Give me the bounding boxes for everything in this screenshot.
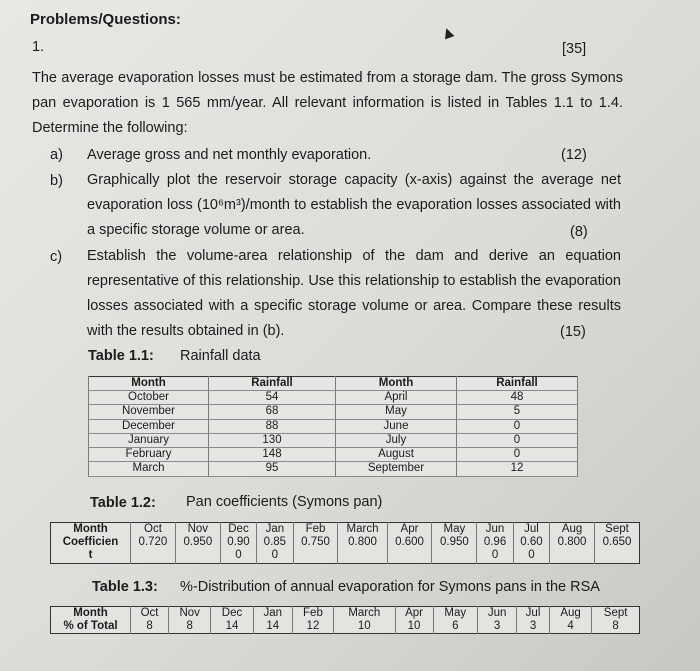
table-row <box>51 620 640 634</box>
table-header: Month <box>73 523 108 535</box>
part-marks: (12) <box>561 147 587 163</box>
table-row <box>89 433 578 447</box>
table-row <box>89 405 578 419</box>
table-row <box>89 448 578 462</box>
table-cell: December <box>89 419 209 433</box>
table-label: Table 1.2: <box>90 495 156 511</box>
table-cell: 14 <box>211 620 253 634</box>
table-cell: Jan <box>257 523 293 537</box>
table-cell: 14 <box>253 620 292 634</box>
table-header-row <box>89 377 578 391</box>
table-row <box>89 419 578 433</box>
table-caption: Rainfall data <box>180 348 261 364</box>
part-text: Average gross and net monthly evaporation. <box>87 147 372 163</box>
table-cell: 6 <box>433 620 477 634</box>
table-cell: 0.60 0 <box>513 536 549 563</box>
table-cell: 0.650 <box>595 536 640 563</box>
table-cell: 0 <box>457 433 578 447</box>
table-cell: July <box>336 433 457 447</box>
question-number: 1. <box>32 39 45 55</box>
table-cell: 12 <box>457 462 578 476</box>
table-label: Table 1.3: <box>92 579 158 595</box>
table-cell: 54 <box>209 391 336 405</box>
table-cell: May <box>336 405 457 419</box>
table-header: Rainfall <box>457 377 578 391</box>
table-cell: Apr <box>387 523 432 537</box>
part-letter: a) <box>50 147 63 163</box>
table-cell: 0.96 0 <box>477 536 513 563</box>
table-cell: Jul <box>513 523 549 537</box>
rainfall-table <box>88 376 578 477</box>
table-caption: Pan coefficients (Symons pan) <box>186 494 383 510</box>
table-cell: Dec <box>211 607 253 621</box>
table-cell: 10 <box>334 620 395 634</box>
table-cell: 10 <box>395 620 433 634</box>
table-row <box>51 536 640 563</box>
table-cell: Feb <box>292 607 333 621</box>
table-cell: March <box>338 523 387 537</box>
table-header: % of Total <box>63 620 118 633</box>
table-cell: 48 <box>457 391 578 405</box>
table-cell: 88 <box>209 419 336 433</box>
table-cell: June <box>336 419 457 433</box>
table-cell: November <box>89 405 209 419</box>
part-text: Graphically plot the reservoir storage capacity (x-axis) against the average net evaporation loss (10⁶m³)/month to establish the evaporation losses associated with a specific storage volume or area. <box>87 172 621 238</box>
table-row <box>51 523 640 537</box>
table-cell: March <box>334 607 395 621</box>
mouse-cursor-icon <box>442 27 455 40</box>
table-cell: Jan <box>253 607 292 621</box>
table-cell: 3 <box>517 620 550 634</box>
table-cell: January <box>89 433 209 447</box>
table-cell: 95 <box>209 462 336 476</box>
table-cell: February <box>89 448 209 462</box>
table-row <box>89 391 578 405</box>
table-row <box>89 462 578 476</box>
table-cell: 0 <box>457 448 578 462</box>
section-heading: Problems/Questions: <box>30 11 181 28</box>
table-cell: Jun <box>478 607 517 621</box>
table-cell: May <box>432 523 477 537</box>
table-cell: 8 <box>592 620 640 634</box>
table-cell: May <box>433 607 477 621</box>
table-cell: 68 <box>209 405 336 419</box>
table-cell: Aug <box>549 607 591 621</box>
table-cell: 0.800 <box>550 536 595 563</box>
table-cell: March <box>89 462 209 476</box>
table-cell: 0.720 <box>131 536 176 563</box>
table-cell: 130 <box>209 433 336 447</box>
table-cell: Dec <box>220 523 256 537</box>
table-cell: Sept <box>595 523 640 537</box>
table-header: Rainfall <box>209 377 336 391</box>
total-marks: [35] <box>562 41 587 57</box>
table-cell: Jun <box>477 523 513 537</box>
table-cell: 8 <box>131 620 169 634</box>
table-cell: 0.750 <box>293 536 338 563</box>
table-cell: Oct <box>131 523 176 537</box>
table-cell: 0.800 <box>338 536 387 563</box>
part-letter: c) <box>50 249 63 265</box>
part-letter: b) <box>50 173 63 189</box>
table-cell: October <box>89 391 209 405</box>
table-cell: 0 <box>457 419 578 433</box>
table-cell: 0.600 <box>387 536 432 563</box>
table-label: Table 1.1: <box>88 348 154 364</box>
part-marks: (15) <box>560 324 586 340</box>
table-cell: 0.85 0 <box>257 536 293 563</box>
table-cell: 0.950 <box>432 536 477 563</box>
evaporation-distribution-table <box>50 606 640 634</box>
part-text: Establish the volume-area relationship of the dam and derive an equation representative of this relationship. Use this relationship to establish the evaporation losses associated with a specific storage volume or area. Compare these results with the results obtained in (b). <box>87 248 621 339</box>
table-cell: 4 <box>549 620 591 634</box>
table-cell: 5 <box>457 405 578 419</box>
table-cell: 0.90 0 <box>220 536 256 563</box>
table-cell: 0.950 <box>175 536 220 563</box>
table-header: Coefficien t <box>62 536 119 562</box>
pan-coefficients-table <box>50 522 640 564</box>
table-cell: April <box>336 391 457 405</box>
table-cell: Oct <box>131 607 169 621</box>
table-cell: Apr <box>395 607 433 621</box>
table-cell: Feb <box>293 523 338 537</box>
table-cell: 148 <box>209 448 336 462</box>
table-cell: Nov <box>175 523 220 537</box>
table-cell: Nov <box>169 607 211 621</box>
table-header: Month <box>73 607 108 619</box>
table-cell: September <box>336 462 457 476</box>
table-caption: %-Distribution of annual evaporation for Symons pans in the RSA <box>180 579 600 595</box>
part-marks: (8) <box>570 224 588 240</box>
table-cell: 12 <box>292 620 333 634</box>
table-cell: August <box>336 448 457 462</box>
table-cell: 8 <box>169 620 211 634</box>
table-row <box>51 607 640 621</box>
table-header: Month <box>89 377 209 391</box>
question-intro: The average evaporation losses must be estimated from a storage dam. The gross Symons pan evaporation is 1 565 mm/year. All relevant information is listed in Tables 1.1 to 1.4. Determine the following: <box>32 70 623 136</box>
table-header: Month <box>336 377 457 391</box>
table-cell: Aug <box>550 523 595 537</box>
table-cell: 3 <box>478 620 517 634</box>
table-cell: Jul <box>517 607 550 621</box>
table-cell: Sept <box>592 607 640 621</box>
